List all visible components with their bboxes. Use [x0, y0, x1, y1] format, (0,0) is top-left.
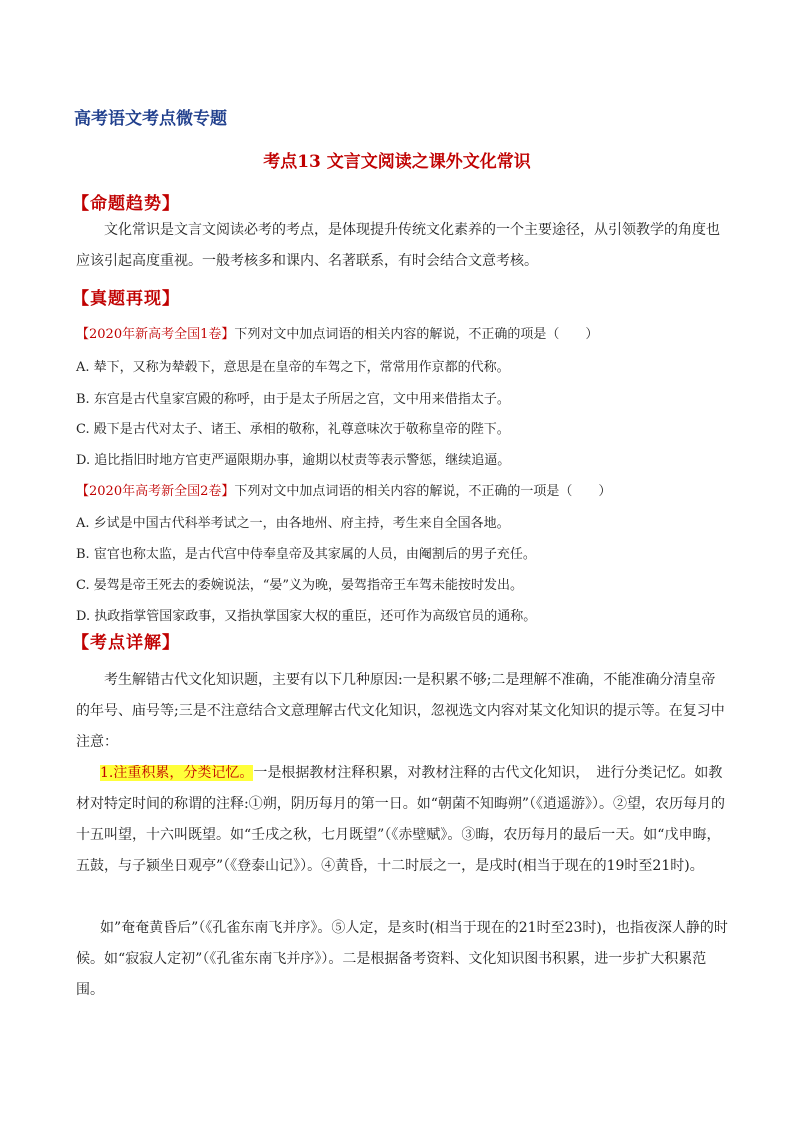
question-2-source: 【2020年高考新全国2卷】: [76, 484, 235, 499]
section-heading-trend: 【命题趋势】: [72, 194, 180, 214]
detail-point-1-paragraph: [76, 758, 728, 882]
detail-intro-text: 考生解错古代文化知识题，主要有以下几种原因:一是积累不够;二是理解不准确，不能准确分清皇帝的年号、庙号等;三是不注意结合文意理解古代文化知识，忽视选文内容对某文化知识的提示等。在复习中注意：: [76, 672, 725, 750]
detail-intro-paragraph: [76, 665, 728, 758]
point-1-text: 一是根据教材注释积累，对教材注释的古代文化知识， 进行分类记忆。如教材对特定时间的称谓的注释:①朔，阴历每月的第一日。如“朝菌不知晦朔”（《逍遥游》）。②望，农历每月的十五叫望，十六叫既望。如“壬戌之秋，七月既望”（《赤壁赋》。③晦，农历每月的最后一天。如“戊申晦，五鼓，与子颍坐日观亭”（《登泰山记》）。④黄昏，十二时辰之一，是戌时(相当于现在的19时至21时)。: [76, 765, 726, 874]
question-1-option-c: C. 殿下是古代对太子、诸王、承相的敬称，礼尊意味次于敬称皇帝的陛下。: [76, 422, 510, 437]
question-1-option-d: D. 追比指旧时地方官吏严逼限期办事，逾期以杖责等表示警惩，继续追逼。: [76, 453, 511, 468]
page-title: 考点13 文言文阅读之课外文化常识: [263, 152, 531, 172]
section-heading-detail: 【考点详解】: [72, 633, 180, 653]
trend-text: 文化常识是文言文阅读必考的考点，是体现提升传统文化素养的一个主要途径，从引领教学的角度也应该引起高度重视。一般考核多和课内、名著联系，有时会结合文意考核。: [76, 222, 720, 269]
question-2-option-b: B. 宦官也称太监，是古代宫中侍奉皇帝及其家属的人员，由阉割后的男子充任。: [76, 547, 536, 562]
question-2-option-d: D. 执政指掌管国家政事，又指执掌国家大权的重臣，还可作为高级官员的通称。: [76, 609, 537, 624]
question-1-source: 【2020年新高考全国1卷】: [76, 327, 235, 342]
series-title: 高考语文考点微专题: [74, 109, 227, 129]
section-heading-real: 【真题再现】: [72, 289, 180, 309]
point-1-highlight: 1.注重积累，分类记忆。: [100, 765, 254, 781]
question-2-stem: [76, 480, 611, 499]
question-2-option-c: C. 晏驾是帝王死去的委婉说法，“晏”义为晚，晏驾指帝王车驾未能按时发出。: [76, 578, 524, 593]
question-1-option-b: B. 东宫是古代皇家宫殿的称呼，由于是太子所居之宫，文中用来借指太子。: [76, 392, 510, 407]
question-1-option-a: A. 辇下，又称为辇毂下，意思是在皇帝的车驾之下，常常用作京都的代称。: [76, 360, 510, 375]
question-1-text: 下列对文中加点词语的相关内容的解说，不正确的项是（ ）: [234, 327, 599, 342]
detail-point-1-continued: [76, 913, 728, 1006]
trend-paragraph: [76, 215, 726, 277]
question-1-stem: [76, 323, 598, 342]
question-2-text: 下列对文中加点词语的相关内容的解说，不正确的一项是（ ）: [234, 484, 612, 499]
point-1-continued-text: 如”奄奄黄昏后”（《孔雀东南飞并序》。⑤人定，是亥时(相当于现在的21时至23时)，也指夜深人静的时候。如“寂寂人定初”（《孔雀东南飞并序》）。二是根据备考资料、文化知识图书积累，进一步扩大积累范围。: [76, 920, 728, 998]
question-2-option-a: A. 乡试是中国古代科举考试之一，由各地州、府主持，考生来自全国各地。: [76, 516, 510, 531]
